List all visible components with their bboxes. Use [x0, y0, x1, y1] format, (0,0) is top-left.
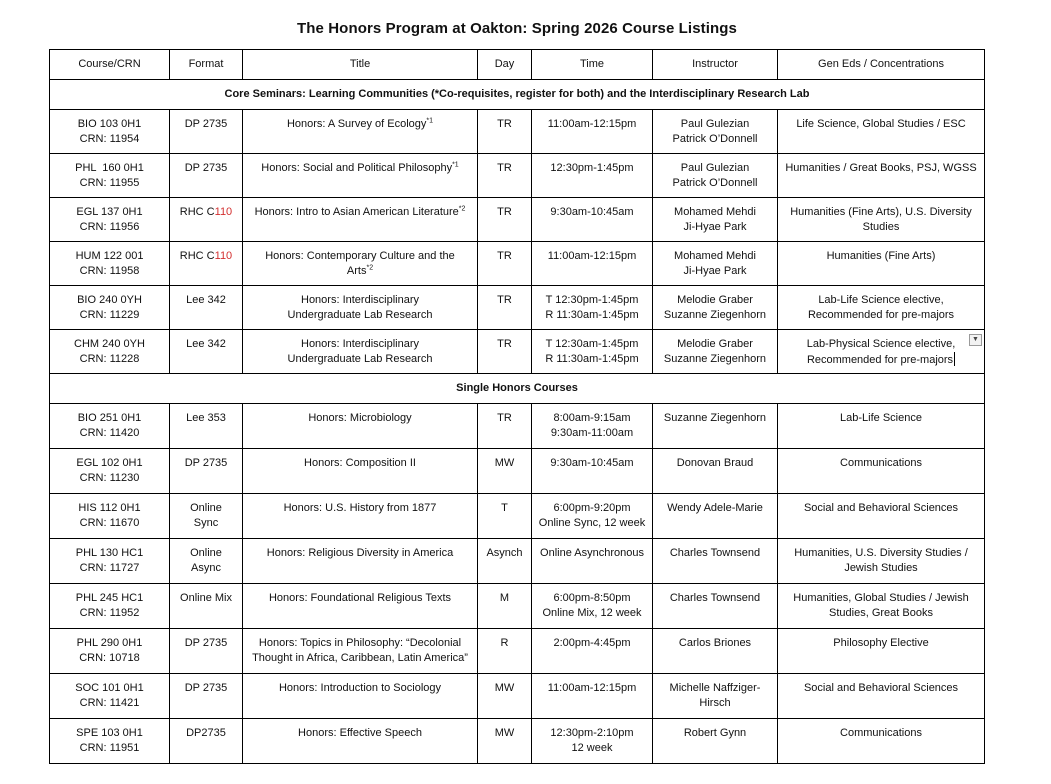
course-title: Honors: Interdisciplinary Undergraduate Lab Research: [287, 294, 433, 321]
column-header-format: Format: [170, 50, 243, 80]
time: Online Asynchronous: [540, 547, 644, 559]
crn: CRN: 11421: [79, 697, 140, 709]
course-title: Honors: Effective Speech: [298, 727, 422, 739]
table-row: [50, 110, 985, 154]
day-cell: TR: [478, 286, 532, 330]
instructor: Michelle Naffziger-Hirsch: [669, 682, 761, 709]
time-cell: [532, 330, 653, 374]
format-cell: [170, 674, 243, 719]
day-cell: TR: [478, 404, 532, 449]
time: 11:00am-12:15pm: [547, 250, 637, 262]
course-listing-table: [49, 49, 985, 764]
course-title: Honors: Composition II: [304, 457, 416, 469]
course-cell: [50, 494, 170, 539]
time-cell: [532, 719, 653, 764]
title-cell: [243, 110, 478, 154]
section-heading-core: Core Seminars: Learning Communities (*Co-requisites, register for both) and the Interdisciplinary Research Lab: [50, 80, 985, 110]
day-cell: TR: [478, 198, 532, 242]
time: 12 week: [571, 742, 613, 754]
gened: Social and Behavioral Sciences: [803, 502, 959, 514]
title-cell: [243, 286, 478, 330]
crn: CRN: 11229: [79, 309, 140, 321]
instructor-cell: [653, 449, 778, 494]
title-cell: [243, 674, 478, 719]
column-header-course: Course/CRN: [50, 50, 170, 80]
instructor: Robert Gynn: [683, 727, 747, 739]
format-cell: [170, 719, 243, 764]
course-cell: [50, 584, 170, 629]
course-code: SPE 103 0H1: [76, 727, 143, 739]
title-cell: [243, 539, 478, 584]
crn: CRN: 11420: [79, 427, 140, 439]
gened: Lab-Physical Science elective, Recommended for pre-majors: [806, 338, 956, 366]
section-heading-row: [50, 80, 985, 110]
title-cell: [243, 404, 478, 449]
instructor: Paul Gulezian: [680, 118, 750, 130]
course-title: Honors: Foundational Religious Texts: [268, 592, 451, 604]
gened: Humanities, U.S. Diversity Studies / Jewish Studies: [794, 547, 968, 574]
title-cell: [243, 494, 478, 539]
format: Lee 342: [186, 338, 226, 350]
instructor-cell: [653, 154, 778, 198]
title-cell: [243, 584, 478, 629]
table-row: [50, 494, 985, 539]
section-heading-row: [50, 374, 985, 404]
format: DP2735: [186, 727, 226, 739]
course-title: Honors: Topics in Philosophy: “Decolonial Thought in Africa, Caribbean, Latin America”: [252, 637, 468, 664]
instructor: Carlos Briones: [678, 637, 752, 649]
instructor-cell: [653, 674, 778, 719]
format-cell: [170, 110, 243, 154]
gened: Lab-Life Science: [840, 412, 922, 424]
day-cell: TR: [478, 110, 532, 154]
course-title: Honors: Introduction to Sociology: [278, 682, 442, 694]
time-cell: [532, 154, 653, 198]
gened-cell: [778, 629, 985, 674]
time-cell: [532, 584, 653, 629]
coreq-mark: *1: [426, 117, 434, 125]
coreq-mark: *2: [458, 205, 466, 213]
crn: CRN: 11230: [79, 472, 140, 484]
course-code: BIO 251 0H1: [77, 412, 142, 424]
title-cell: [243, 449, 478, 494]
gened: Philosophy Elective: [833, 637, 929, 649]
table-options-dropdown-icon[interactable]: ▼: [969, 334, 982, 346]
course-code: BIO 240 0YH: [77, 294, 142, 306]
instructor: Suzanne Ziegenhorn: [663, 309, 767, 321]
crn: CRN: 11956: [79, 221, 140, 233]
instructor-cell: [653, 242, 778, 286]
instructor-cell: [653, 198, 778, 242]
time-cell: [532, 242, 653, 286]
time-cell: [532, 539, 653, 584]
gened-cell: [778, 154, 985, 198]
course-title: Honors: A Survey of Ecology: [286, 118, 427, 130]
instructor: Charles Townsend: [669, 592, 761, 604]
gened: Life Science, Global Studies / ESC: [796, 118, 966, 130]
format-cell: [170, 449, 243, 494]
course-cell: [50, 110, 170, 154]
day-cell: TR: [478, 154, 532, 198]
gened: Communications: [840, 457, 922, 469]
course-code: CHM 240 0YH: [74, 338, 145, 350]
time-cell: [532, 629, 653, 674]
gened-cell: [778, 449, 985, 494]
time: 12:30pm-2:10pm: [550, 727, 634, 739]
column-header-day: Day: [478, 50, 532, 80]
instructor: Ji-Hyae Park: [683, 265, 747, 277]
gened: Humanities, Global Studies / Jewish Studies, Great Books: [793, 592, 969, 619]
crn: CRN: 11952: [79, 607, 140, 619]
format-cell: [170, 286, 243, 330]
time-cell: [532, 674, 653, 719]
gened-cell: [778, 110, 985, 154]
course-code: HUM 122 001: [75, 250, 144, 262]
time: 8:00am-9:15am: [553, 412, 631, 424]
crn: CRN: 11228: [79, 353, 140, 365]
course-code: HIS 112 0H1: [78, 502, 141, 514]
course-cell: [50, 629, 170, 674]
format-cell: [170, 539, 243, 584]
format-cell: [170, 584, 243, 629]
format: Lee 353: [186, 412, 226, 424]
table-row: [50, 539, 985, 584]
section-heading-single: Single Honors Courses: [50, 374, 985, 404]
course-cell: [50, 719, 170, 764]
text-cursor: [954, 352, 955, 366]
gened-cell: [778, 242, 985, 286]
crn: CRN: 11954: [79, 133, 140, 145]
time: 2:00pm-4:45pm: [553, 637, 631, 649]
title-cell: [243, 629, 478, 674]
course-title: Honors: U.S. History from 1877: [283, 502, 437, 514]
format: Online Sync: [190, 502, 222, 529]
instructor: Melodie Graber: [677, 338, 753, 350]
crn: CRN: 11955: [79, 177, 140, 189]
time: 6:00pm-8:50pm: [553, 592, 631, 604]
instructor-cell: [653, 286, 778, 330]
gened: Humanities (Fine Arts): [826, 250, 936, 262]
instructor: Patrick O’Donnell: [672, 177, 758, 189]
instructor: Suzanne Ziegenhorn: [663, 353, 767, 365]
time-cell: [532, 286, 653, 330]
column-header-time: Time: [532, 50, 653, 80]
crn: CRN: 10718: [79, 652, 140, 664]
time: 11:00am-12:15pm: [547, 118, 637, 130]
coreq-mark: *2: [366, 264, 374, 272]
time: 12:30pm-1:45pm: [550, 162, 634, 174]
instructor: Ji-Hyae Park: [683, 221, 747, 233]
instructor: Paul Gulezian: [680, 162, 750, 174]
instructor-cell: [653, 629, 778, 674]
title-cell: [243, 198, 478, 242]
gened-cell: [778, 584, 985, 629]
gened-cell: [778, 198, 985, 242]
column-header-gened: Gen Eds / Concentrations: [778, 50, 985, 80]
time-cell: [532, 198, 653, 242]
course-title: Honors: Social and Political Philosophy: [261, 162, 453, 174]
course-title: Honors: Microbiology: [308, 412, 412, 424]
time: 11:00am-12:15pm: [547, 682, 637, 694]
instructor: Patrick O’Donnell: [672, 133, 758, 145]
instructor-cell: [653, 494, 778, 539]
format: Online Mix: [180, 592, 232, 604]
crn: CRN: 11951: [79, 742, 140, 754]
format: DP 2735: [184, 162, 228, 174]
time-cell: [532, 404, 653, 449]
gened: Humanities / Great Books, PSJ, WGSS: [785, 162, 977, 174]
format-cell: [170, 242, 243, 286]
gened: Humanities (Fine Arts), U.S. Diversity Studies: [790, 206, 972, 233]
time: T 12:30am-1:45pm: [545, 338, 639, 350]
crn: CRN: 11727: [79, 562, 140, 574]
format-cell: [170, 494, 243, 539]
format-cell: [170, 330, 243, 374]
course-cell: [50, 330, 170, 374]
title-cell: [243, 154, 478, 198]
table-row: [50, 154, 985, 198]
course-code: BIO 103 0H1: [77, 118, 142, 130]
day-cell: T: [478, 494, 532, 539]
gened-cell: [778, 674, 985, 719]
gened-cell[interactable]: [778, 330, 985, 374]
time: 6:00pm-9:20pm: [553, 502, 631, 514]
instructor-cell: [653, 539, 778, 584]
time: R 11:30am-1:45pm: [545, 309, 639, 321]
instructor-cell: [653, 404, 778, 449]
day-cell: M: [478, 584, 532, 629]
title-cell: [243, 242, 478, 286]
course-cell: [50, 286, 170, 330]
instructor: Wendy Adele-Marie: [667, 502, 763, 514]
course-code: SOC 101 0H1: [75, 682, 144, 694]
time: R 11:30am-1:45pm: [545, 353, 639, 365]
time: 9:30am-10:45am: [550, 457, 634, 469]
course-cell: [50, 198, 170, 242]
instructor: Mohamed Mehdi: [674, 250, 756, 262]
table-row: [50, 198, 985, 242]
instructor: Donovan Braud: [676, 457, 754, 469]
course-code: PHL 245 HC1: [75, 592, 144, 604]
table-row: [50, 719, 985, 764]
course-title: Honors: Religious Diversity in America: [266, 547, 454, 559]
time-cell: [532, 494, 653, 539]
format: Lee 342: [186, 294, 226, 306]
crn: CRN: 11670: [79, 517, 140, 529]
time: 9:30am-10:45am: [550, 206, 634, 218]
gened: Communications: [840, 727, 922, 739]
day-cell: MW: [478, 449, 532, 494]
time-cell: [532, 110, 653, 154]
gened-cell: [778, 494, 985, 539]
format: RHC C: [179, 250, 215, 262]
instructor-cell: [653, 110, 778, 154]
course-cell: [50, 242, 170, 286]
course-code: PHL 290 0H1: [76, 637, 143, 649]
format: DP 2735: [184, 457, 228, 469]
format: DP 2735: [184, 637, 228, 649]
day-cell: MW: [478, 719, 532, 764]
course-cell: [50, 674, 170, 719]
page-title: The Honors Program at Oakton: Spring 2026 Course Listings: [297, 20, 737, 37]
instructor: Mohamed Mehdi: [674, 206, 756, 218]
format: Online Async: [190, 547, 222, 574]
gened-cell: [778, 539, 985, 584]
format: DP 2735: [184, 118, 228, 130]
instructor: Melodie Graber: [677, 294, 753, 306]
course-cell: [50, 154, 170, 198]
gened-cell: [778, 404, 985, 449]
course-title: Honors: Intro to Asian American Literature: [254, 206, 459, 218]
instructor: Suzanne Ziegenhorn: [663, 412, 767, 424]
course-cell: [50, 539, 170, 584]
column-header-title: Title: [243, 50, 478, 80]
table-row: [50, 629, 985, 674]
format: RHC C: [179, 206, 215, 218]
crn: CRN: 11958: [79, 265, 140, 277]
time: Online Mix, 12 week: [542, 607, 642, 619]
instructor-cell: [653, 584, 778, 629]
format-cell: [170, 198, 243, 242]
table-row: [50, 674, 985, 719]
room-number: 110: [214, 250, 233, 262]
time: 9:30am-11:00am: [550, 427, 634, 439]
table-row: [50, 584, 985, 629]
instructor-cell: [653, 330, 778, 374]
table-row: [50, 330, 985, 374]
course-code: EGL 137 0H1: [76, 206, 143, 218]
column-header-instructor: Instructor: [653, 50, 778, 80]
time: Online Sync, 12 week: [538, 517, 646, 529]
title-cell: [243, 330, 478, 374]
time: T 12:30pm-1:45pm: [545, 294, 639, 306]
table-row: [50, 242, 985, 286]
gened: Lab-Life Science elective, Recommended for pre-majors: [807, 294, 955, 321]
title-cell: [243, 719, 478, 764]
format-cell: [170, 404, 243, 449]
time-cell: [532, 449, 653, 494]
day-cell: R: [478, 629, 532, 674]
day-cell: Asynch: [478, 539, 532, 584]
course-cell: [50, 449, 170, 494]
room-number: 110: [214, 206, 233, 218]
table-row: [50, 449, 985, 494]
course-cell: [50, 404, 170, 449]
header-row: [50, 50, 985, 80]
table-row: [50, 286, 985, 330]
gened-cell: [778, 719, 985, 764]
day-cell: MW: [478, 674, 532, 719]
coreq-mark: *1: [452, 161, 459, 169]
day-cell: TR: [478, 242, 532, 286]
course-code: PHL 160 0H1: [75, 162, 144, 174]
instructor: Charles Townsend: [669, 547, 761, 559]
gened: Social and Behavioral Sciences: [803, 682, 959, 694]
course-title: Honors: Contemporary Culture and the Arts: [265, 250, 455, 277]
instructor-cell: [653, 719, 778, 764]
course-code: PHL 130 HC1: [75, 547, 144, 559]
gened-cell: [778, 286, 985, 330]
course-code: EGL 102 0H1: [76, 457, 143, 469]
format: DP 2735: [184, 682, 228, 694]
table-row: [50, 404, 985, 449]
course-title: Honors: Interdisciplinary Undergraduate Lab Research: [287, 338, 433, 365]
format-cell: [170, 629, 243, 674]
format-cell: [170, 154, 243, 198]
day-cell: TR: [478, 330, 532, 374]
